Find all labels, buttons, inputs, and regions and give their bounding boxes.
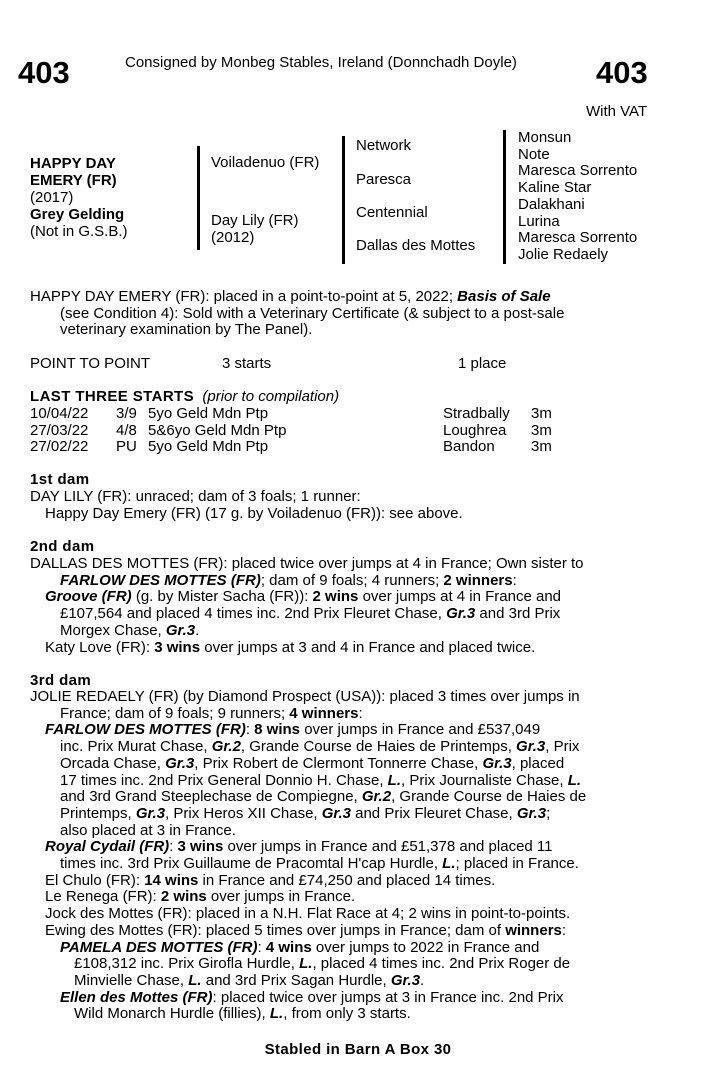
winners-count: 4 winners: [289, 704, 359, 722]
text: 17 times inc. 2nd Prix General Donnio H. Chase,: [60, 771, 388, 789]
text: Le Renega (FR):: [45, 888, 161, 906]
horse-royal-cydail: Royal Cydail (FR): [45, 838, 170, 856]
third-dam-block: [30, 689, 655, 1023]
start-course: Loughrea: [443, 422, 507, 439]
horse-name-line2: EMERY (FR): [30, 172, 117, 189]
consignor: Consigned by Monbeg Stables, Ireland (Donnchadh Doyle): [125, 54, 517, 71]
third-dam-line-1: JOLIE REDAELY (FR) (by Diamond Prospect (USA)): placed 3 times over jumps in: [30, 688, 580, 705]
horse-ellen: Ellen des Mottes (FR): [60, 988, 213, 1006]
winners-count: winners: [505, 921, 562, 939]
pedigree-gen3-2: Maresca Sorrento: [518, 162, 638, 180]
wins-count: 4 wins: [265, 938, 312, 956]
royal-line-1: [45, 839, 655, 856]
horse-gsb: (Not in G.S.B.): [30, 223, 128, 240]
ptp-places: 1 place: [458, 355, 507, 372]
pedigree-gen3-6: Maresca Sorrento: [518, 229, 638, 247]
horse-info: [30, 155, 128, 240]
second-dam-line-1: DALLAS DES MOTTES (FR): placed twice over jumps at 4 in France; Own sister to: [30, 555, 584, 572]
intro-line-2: (see Condition 4): Sold with a Veterinary Certificate (& subject to a post-sale: [60, 304, 565, 322]
vat-label: With VAT: [586, 103, 648, 120]
text: El Chulo (FR):: [45, 871, 145, 889]
start-distance: 3m: [531, 405, 552, 422]
text: France; dam of 9 foals; 9 runners;: [60, 704, 290, 722]
text: and Prix Fleuret Chase,: [350, 804, 517, 822]
intro-line-3: veterinary examination by The Panel).: [60, 321, 313, 339]
start-position: 3/9: [116, 405, 137, 422]
start-course: Bandon: [443, 438, 495, 455]
text: Wild Monarch Hurdle (fillies),: [74, 1005, 270, 1023]
second-dam-line-2: [60, 573, 655, 590]
pedigree-gen2-0: Network: [356, 137, 412, 154]
grade: Gr.3: [321, 804, 351, 822]
horse-year: (2017): [30, 189, 74, 206]
intro-text: HAPPY DAY EMERY (FR): placed in a point-to-point at 5, 2022;: [30, 288, 458, 305]
third-dam-line-2: [60, 706, 655, 723]
winners-count: 2 winners: [443, 571, 513, 589]
ellen-line-1: [60, 990, 655, 1007]
wins-count: 3 wins: [177, 838, 224, 856]
text: and 3rd Prix: [475, 605, 561, 623]
farlow-line-1: [45, 722, 655, 739]
jock-line: Jock des Mottes (FR): placed in a N.H. Flat Race at 4; 2 wins in point-to-points.: [45, 905, 571, 923]
last-three-note: (prior to compilation): [202, 388, 340, 405]
pedigree-divider-1: [197, 146, 200, 250]
text: £108,312 inc. Prix Girofla Hurdle,: [74, 955, 300, 973]
basis-of-sale: Basis of Sale: [457, 288, 551, 305]
text: ; dam of 9 foals; 4 runners;: [260, 571, 444, 589]
text: Katy Love (FR):: [45, 638, 155, 656]
text: Minvielle Chase,: [74, 971, 189, 989]
text: , Prix: [545, 738, 580, 756]
grade: L.: [269, 1005, 284, 1023]
grade: L.: [188, 971, 202, 989]
text: ; placed in France.: [455, 855, 579, 873]
text: times inc. 3rd Prix Guillaume de Pracomtal H'cap Hurdle,: [60, 855, 443, 873]
farlow-line-2: [60, 739, 655, 756]
ellen-line-2: [74, 1006, 655, 1023]
text: : placed twice over jumps at 3 in France inc. 2nd Prix: [212, 988, 564, 1006]
first-dam-heading: 1st dam: [30, 471, 90, 488]
grade: Gr.3: [390, 971, 421, 989]
ptp-label: POINT TO POINT: [30, 355, 151, 372]
text: in France and £74,250 and placed 14 times.: [198, 871, 496, 889]
horse-groove: Groove (FR): [45, 588, 132, 606]
stabled-footer: Stabled in Barn A Box 30: [264, 1041, 452, 1058]
grade: Gr.3: [446, 605, 476, 623]
text: , Prix Heros XII Chase,: [165, 804, 322, 822]
pedigree-sire: Voiladenuo (FR): [211, 154, 320, 171]
text: :: [561, 921, 567, 939]
farlow-line-6: [60, 806, 655, 823]
pedigree-divider-3: [503, 130, 506, 264]
text: Ewing des Mottes (FR): placed 5 times over jumps in France; dam of: [45, 921, 506, 939]
last-three-heading: [30, 389, 339, 406]
start-race: 5yo Geld Mdn Ptp: [148, 438, 269, 455]
text: £107,564 and placed 4 times inc. 2nd Prix Fleuret Chase,: [60, 605, 447, 623]
grade: L.: [567, 771, 582, 789]
text: , placed 4 times inc. 2nd Prix Roger de: [312, 955, 571, 973]
grade: L.: [442, 855, 456, 873]
grade: Gr.2: [211, 738, 241, 756]
text: :: [257, 938, 266, 956]
wins-count: 3 wins: [154, 638, 201, 656]
text: over jumps at 3 and 4 in France and placed twice.: [200, 638, 536, 656]
start-race: 5yo Geld Mdn Ptp: [148, 405, 269, 422]
grade: Gr.3: [165, 754, 195, 772]
first-dam-block: [30, 489, 655, 522]
grade: L.: [387, 771, 401, 789]
wins-count: 2 wins: [312, 588, 359, 606]
text: , Grande Course de Haies de Printemps,: [240, 738, 517, 756]
text: Printemps,: [60, 804, 136, 822]
farlow-line-4: [60, 773, 655, 790]
text: over jumps in France and £51,378 and placed 11: [223, 838, 553, 856]
grade: Gr.3: [482, 754, 512, 772]
second-dam-block: [30, 556, 655, 656]
wins-count: 14 wins: [144, 871, 199, 889]
start-course: Stradbally: [443, 405, 510, 422]
pedigree-gen3-0: Monsun: [518, 129, 572, 146]
pamela-line-3: [74, 973, 655, 990]
text: over jumps to 2022 in France and: [311, 938, 540, 956]
text: , from only 3 starts.: [283, 1005, 411, 1023]
start-date: 10/04/22: [30, 405, 89, 422]
farlow-line-3: [60, 756, 655, 773]
pedigree-gen3: [518, 130, 637, 264]
text: :: [169, 838, 178, 856]
second-dam-line-5: [60, 623, 655, 640]
intro-line-1: [30, 289, 655, 306]
third-dam-heading: 3rd dam: [30, 672, 92, 689]
pedigree-gen2-2: Centennial: [356, 204, 428, 221]
pedigree-gen2-3: Dallas des Mottes: [356, 237, 476, 254]
start-distance: 3m: [531, 438, 552, 455]
text: over jumps in France.: [206, 888, 356, 906]
start-date: 27/02/22: [30, 438, 89, 455]
lot-number-left: 403: [18, 55, 70, 90]
text: :: [245, 721, 255, 739]
grade: Gr.3: [135, 804, 166, 822]
pedigree-gen3-4: Dalakhani: [518, 195, 585, 213]
text: (g. by Mister Sacha (FR)):: [131, 588, 313, 606]
horse-name-line1: HAPPY DAY: [30, 155, 116, 172]
second-dam-line-6: [45, 640, 655, 657]
text: inc. Prix Murat Chase,: [60, 738, 212, 756]
text: over jumps in France and £537,049: [300, 721, 541, 739]
text: , Grande Course de Haies de: [391, 788, 587, 806]
text: , placed: [511, 754, 565, 772]
start-position: PU: [116, 438, 137, 455]
horse-sex: Grey Gelding: [30, 206, 125, 223]
start-distance: 3m: [531, 422, 552, 439]
text: , Prix Journaliste Chase,: [401, 771, 568, 789]
el-chulo-line: [45, 873, 655, 890]
first-dam-line-2: Happy Day Emery (FR) (17 g. by Voiladenuo (FR)): see above.: [45, 504, 463, 522]
pamela-line-1: [60, 940, 655, 957]
grade: Gr.2: [361, 788, 392, 806]
second-dam-heading: 2nd dam: [30, 538, 95, 555]
text: over jumps at 4 in France and: [358, 588, 562, 606]
second-dam-line-4: [60, 606, 655, 623]
second-dam-line-3: [45, 589, 655, 606]
ptp-starts: 3 starts: [222, 355, 272, 372]
pedigree-gen3-7: Jolie Redaely: [518, 245, 609, 263]
text: :: [512, 571, 517, 589]
pedigree-dam: Day Lily (FR): [211, 212, 299, 229]
start-date: 27/03/22: [30, 422, 89, 439]
text: .: [195, 621, 200, 639]
text: .: [420, 971, 425, 989]
farlow-line-5: [60, 789, 655, 806]
first-dam-line-1: DAY LILY (FR): unraced; dam of 3 foals; 1 runner:: [30, 488, 361, 505]
le-renega-line: [45, 889, 655, 906]
grade: L.: [299, 955, 313, 973]
farlow-line-7: also placed at 3 in France.: [60, 821, 236, 839]
royal-line-2: [60, 856, 655, 873]
horse-farlow: FARLOW DES MOTTES (FR): [45, 721, 246, 739]
lot-number-right: 403: [596, 55, 648, 90]
horse-pamela: PAMELA DES MOTTES (FR): [60, 938, 258, 956]
ewing-line: [45, 923, 655, 940]
start-race: 5&6yo Geld Mdn Ptp: [148, 422, 287, 439]
text: and 3rd Grand Steeplechase de Compiegne,: [60, 788, 362, 806]
pedigree-dam-year: (2012): [211, 229, 255, 246]
text: , Prix Robert de Clermont Tonnerre Chase,: [194, 754, 483, 772]
text: Orcada Chase,: [60, 754, 166, 772]
grade: Gr.3: [165, 621, 196, 639]
text: and 3rd Prix Sagan Hurdle,: [201, 971, 391, 989]
horse-farlow: FARLOW DES MOTTES (FR): [60, 571, 261, 589]
text: Morgex Chase,: [60, 621, 166, 639]
text: ;: [546, 804, 551, 822]
intro-paragraph: [30, 289, 655, 339]
pamela-line-2: [74, 956, 655, 973]
wins-count: 2 wins: [160, 888, 207, 906]
grade: Gr.3: [516, 804, 547, 822]
pedigree-divider-2: [342, 136, 345, 264]
pedigree-gen3-5: Lurina: [518, 212, 560, 230]
text: :: [358, 704, 363, 722]
pedigree-gen3-1: Note: [518, 145, 550, 163]
wins-count: 8 wins: [254, 721, 301, 739]
last-three-title: LAST THREE STARTS: [30, 388, 195, 405]
pedigree-gen3-3: Kaline Star: [518, 179, 592, 197]
pedigree-gen2-1: Paresca: [356, 171, 412, 188]
grade: Gr.3: [516, 738, 546, 756]
start-position: 4/8: [116, 422, 137, 439]
